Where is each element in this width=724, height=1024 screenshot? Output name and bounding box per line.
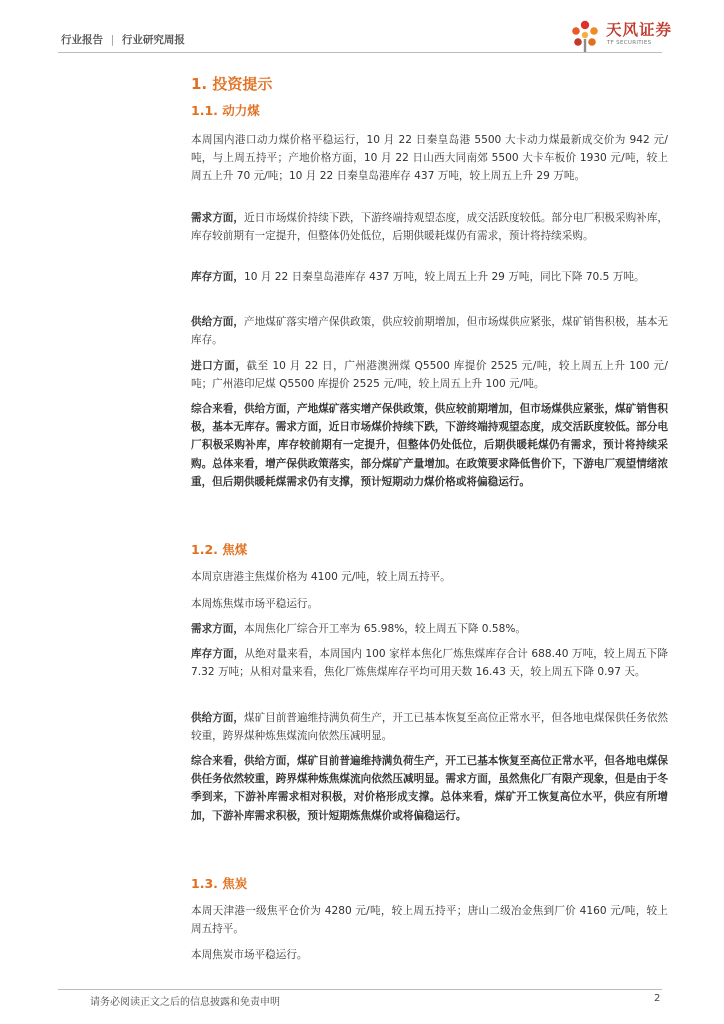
paragraph-lead: 库存方面， [191,648,245,660]
header-category: 行业报告 [61,34,103,46]
paragraph-lead: 进口方面， [191,360,247,372]
paragraph-summary: 综合来看，供给方面，产地煤矿落实增产保供政策，供应较前期增加，但市场煤供应紧张，煤矿销售积极，基本无库存。需求方面，近日市场煤价持续下跌，下游终端持观望态度，成交活跃度较低。部分电厂积极采购补库，库存较前期有一定提升，但整体仍处低位，后期供暖耗煤仍有需求，预计将持续采购。总体来看，增产保供政策落实，部分煤矿产量增加。在政策要求降低售价下，下游电厂观望情绪浓重，但后期供暖耗煤需求仍有支撑，预计短期动力煤价格或将偏稳运行。 [191,403,668,488]
paragraph: 本周国内港口动力煤价格平稳运行，10 月 22 日秦皇岛港 5500 大卡动力煤最新成交价为 942 元/吨，与上周五持平；产地价格方面，10 月 22 日山西大同南郊 5500 大卡车板价 1930 元/吨，较上周五上升 70 元/吨；10 月 22 日秦皇岛港库存 437 万吨，较上周五上升 29 万吨。 [191,134,668,183]
paragraph-lead: 库存方面， [191,271,244,283]
paragraph-inventory: 库存方面，10 月 22 日秦皇岛港库存 437 万吨，较上周五上升 29 万吨，同比下降 70.5 万吨。 [191,271,645,283]
subsection-title-coke: 1.3. 焦炭 [191,876,248,891]
header-separator: | [110,34,115,46]
paragraph-import: 进口方面，截至 10 月 22 日，广州港澳洲煤 Q5500 库提价 2525 元/吨，较上周五上升 100 元/吨；广州港印尼煤 Q5500 库提价 2525 元/吨，较上周五上升 100 元/吨。 [191,360,668,391]
paragraph-lead: 供给方面， [191,316,245,328]
paragraph-summary: 综合来看，供给方面，煤矿目前普遍维持满负荷生产，开工已基本恢复至高位正常水平，但各地电煤保供任务依然较重，跨界煤种炼焦煤流向依然压减明显。需求方面，虽然焦化厂有限产现象，但是由于冬季到来，下游补库需求相对积极，对价格形成支撑。总体来看，煤矿开工恢复高位水平，供应有所增加，下游补库需求积极，预计短期炼焦煤价或将偏稳运行。 [191,755,668,822]
paragraph-supply: 供给方面，煤矿目前普遍维持满负荷生产，开工已基本恢复至高位正常水平，但各地电煤保供任务依然较重，跨界煤种炼焦煤流向依然压减明显。 [191,712,669,743]
subsection-title-thermal-coal: 1.1. 动力煤 [191,103,260,118]
paragraph-demand: 需求方面，近日市场煤价持续下跌，下游终端持观望态度，成交活跃度较低。部分电厂积极采购补库，库存较前期有一定提升，但整体仍处低位，后期供暖耗煤仍有需求，预计将持续采购。 [191,212,669,243]
tf-flower-logo-icon [566,17,604,55]
paragraph-inventory: 库存方面，从绝对量来看，本周国内 100 家样本焦化厂炼焦煤库存合计 688.40 万吨，较上周五下降 7.32 万吨；从相对量来看，焦化厂炼焦煤库存平均可用天数 16.43 天，较上周五下降 0.97 天。 [191,648,668,679]
logo-name-cn: 天风证券 [606,21,673,39]
tf-securities-logo [566,17,686,57]
subsection-title-coking-coal: 1.2. 焦煤 [191,542,248,557]
paragraph-lead: 供给方面， [191,712,245,724]
header-subcategory: 行业研究周报 [121,34,185,46]
paragraph: 本周焦炭市场平稳运行。 [191,949,308,961]
paragraph: 本周京唐港主焦煤价格为 4100 元/吨，较上周五持平。 [191,571,451,583]
page-number: 2 [654,993,661,1004]
header-breadcrumb [61,32,185,47]
footer-divider [58,989,662,990]
paragraph: 本周天津港一级焦平仓价为 4280 元/吨，较上周五持平；唐山二级冶金焦到厂价 4160 元/吨，较上周五持平。 [191,905,668,936]
paragraph-lead: 需求方面， [191,212,245,224]
paragraph-demand: 需求方面，本周焦化厂综合开工率为 65.98%，较上周五下降 0.58%。 [191,623,527,635]
header-divider [58,52,662,53]
paragraph-lead: 需求方面， [191,623,244,635]
logo-name-en: TF SECURITIES [607,40,652,46]
paragraph: 本周炼焦煤市场平稳运行。 [191,598,319,610]
footer-disclaimer: 请务必阅读正文之后的信息披露和免责申明 [90,997,280,1008]
paragraph-supply: 供给方面，产地煤矿落实增产保供政策，供应较前期增加，但市场煤供应紧张，煤矿销售积极，基本无库存。 [191,316,669,347]
section-title: 1. 投资提示 [191,75,273,93]
